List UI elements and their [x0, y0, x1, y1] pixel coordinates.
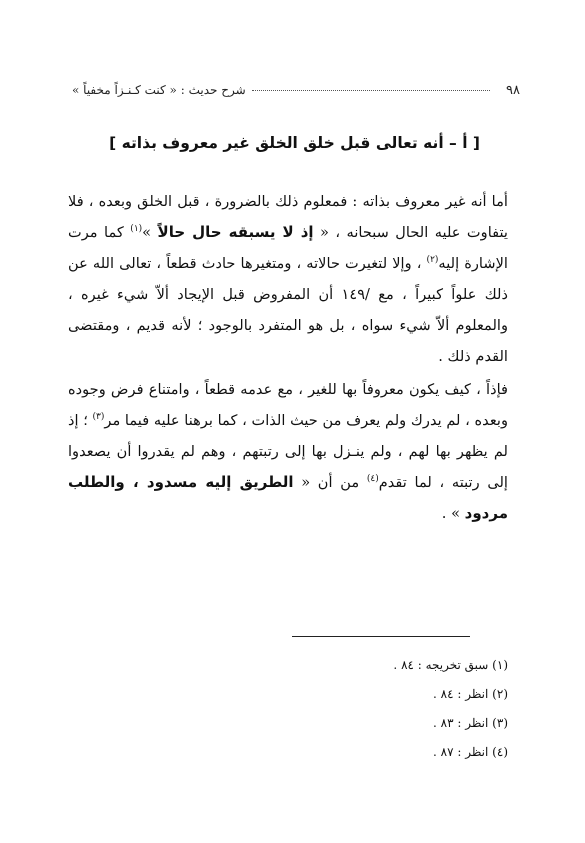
footnote-ref-4: (٤) [366, 474, 379, 485]
page-number: ٩٨ [506, 82, 520, 98]
paragraph-2-bold-quote: الطريق إليه مسدود ، والطلب مردود [68, 473, 508, 522]
header-dot-leader [252, 90, 490, 91]
footnote-ref-1: (١) [130, 224, 143, 235]
paragraph-2-text-b: ؛ إذ لم يظهر بها لهم ، ولم ينـزل بها إلى رتبتهم ، وهم لم يقدروا أن يصعدوا إلى رتبته ، لما تقدم [68, 412, 508, 491]
footnote-3: (٣) انظر : ٨٣ . [433, 716, 508, 730]
footnote-1: (١) سبق تخريجه : ٨٤ . [393, 658, 508, 672]
paragraph-1 [68, 186, 508, 372]
footnote-4: (٤) انظر : ٨٧ . [433, 745, 508, 759]
paragraph-2-text-a: فإذاً ، كيف يكون معروفاً بها للغير ، مع عدمه قطعاً ، وامتناع فرض وجوده وبعده ، لم يدرك ولم يعرف من حيث الذات ، كما برهنا عليه فيما مر [68, 381, 508, 429]
footnotes [250, 651, 508, 767]
body-text [68, 186, 508, 529]
footnote-2: (٢) انظر : ٨٤ . [433, 687, 508, 701]
running-header [72, 80, 520, 100]
paragraph-1-text-b: » [142, 224, 158, 241]
paragraph-2 [68, 374, 508, 529]
footnote-ref-2: (٢) [426, 255, 439, 266]
footnote-ref-3: (٣) [92, 412, 105, 423]
paragraph-2-text-d: » . [441, 505, 465, 522]
footnote-separator [292, 636, 470, 637]
paragraph-2-text-c: من أن « [293, 474, 367, 491]
paragraph-1-text-a: أما أنه غير معروف بذاته : فمعلوم ذلك بالضرورة ، قبل الخلق وبعده ، فلا يتفاوت عليه الحال سبحانه ، « [68, 193, 508, 241]
paragraph-1-text-c: كما مرت الإشارة إليه [68, 224, 508, 272]
paragraph-1-text-d: ، وإلا لتغيرت حالاته ، ومتغيرها حادث قطعاً ، تعالى الله عن ذلك علواً كبيراً ، مع /١٤٩ أن المفروض قبل الإيجاد ألاّ شيء غيره ، والمعلوم ألاّ شيء سواه ، بل هو المتفرد بالوجود ؛ لأنه قديم ، ومقتضى القدم ذلك . [68, 255, 508, 365]
running-header-title: شرح حديث : « كنت كـنـزاً مخفياً » [72, 83, 246, 97]
section-title: [ أ – أنه تعالى قبل خلق الخلق غير معروف بذاته ] [109, 134, 480, 152]
paragraph-1-bold-quote: إذ لا يسبقه حال حالاً [157, 223, 314, 241]
